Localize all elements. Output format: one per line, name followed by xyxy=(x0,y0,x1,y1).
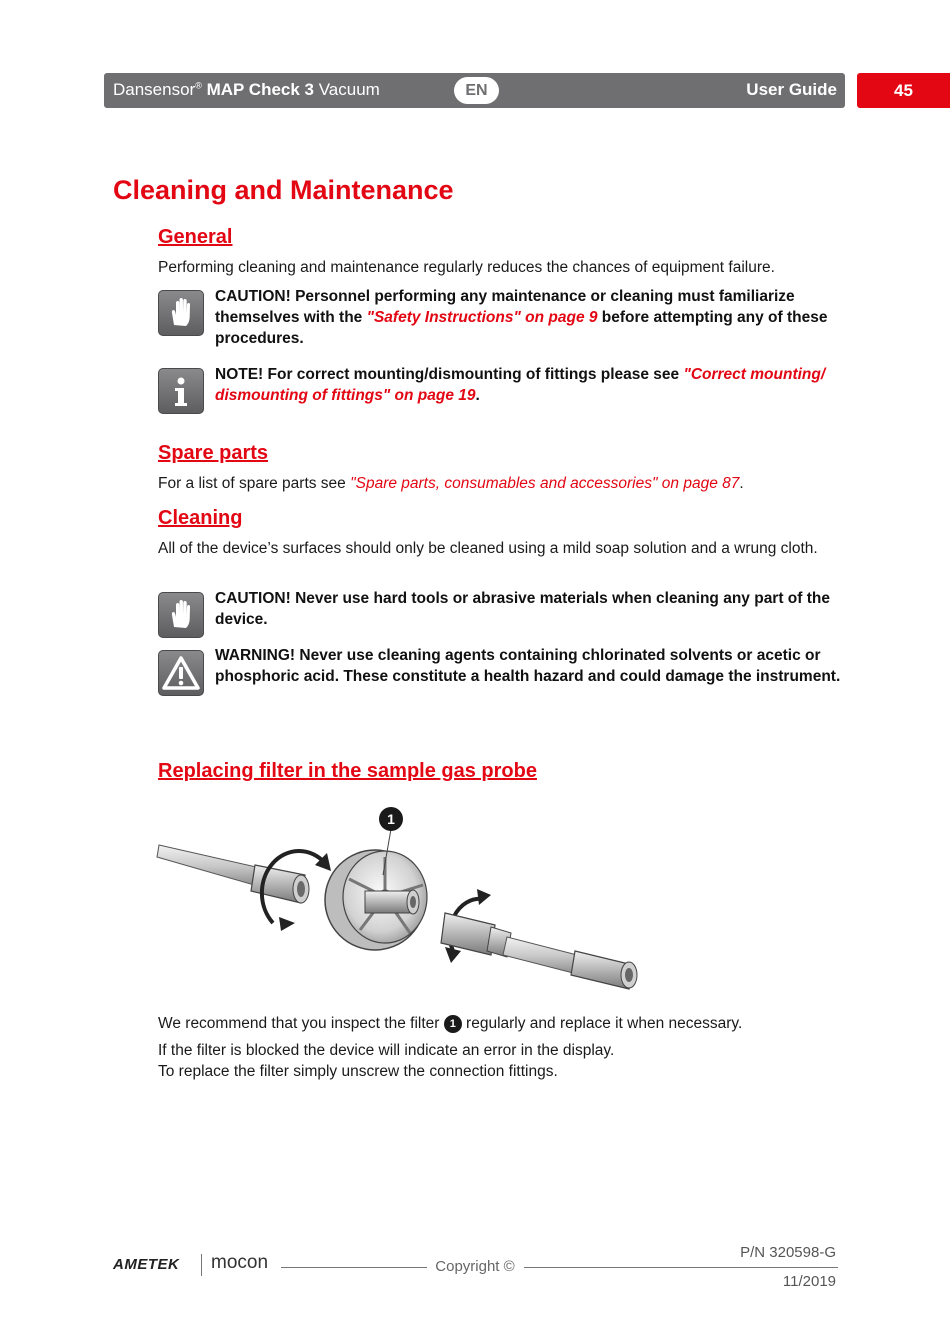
mocon-logo: mocon xyxy=(211,1252,269,1273)
section-heading-general: General xyxy=(158,226,233,248)
product-name: Dansensor® MAP Check 3 Vacuum xyxy=(113,80,380,99)
filter-text-3: To replace the filter simply unscrew the connection fittings. xyxy=(158,1063,558,1080)
spare-parts-text: For a list of spare parts see "Spare parts, consumables and accessories" on page 87. xyxy=(158,475,744,492)
page-number: 45 xyxy=(857,73,950,108)
ametek-logo: AMETEK xyxy=(113,1256,180,1273)
section-heading-cleaning: Cleaning xyxy=(158,507,243,529)
warning-chemicals: WARNING! Never use cleaning agents containing chlorinated solvents or acetic or phosphoric acid. These constitute a health hazard and could damage the instrument. xyxy=(215,647,841,685)
filter-text-2: If the filter is blocked the device will indicate an error in the display. xyxy=(158,1042,615,1059)
caution-hard-tools: CAUTION! Never use hard tools or abrasive materials when cleaning any part of the device. xyxy=(215,590,830,628)
footer-rule-left xyxy=(281,1267,427,1268)
section-heading-filter: Replacing filter in the sample gas probe xyxy=(158,760,537,782)
language-badge: EN xyxy=(454,77,499,104)
link-spare-parts[interactable]: "Spare parts, consumables and accessories" on page 87 xyxy=(350,475,740,492)
hand-stop-icon xyxy=(158,592,204,638)
link-correct-mounting[interactable]: "Correct mounting/ dismounting of fittings" on page 19 xyxy=(215,366,826,404)
link-safety-instructions[interactable]: "Safety Instructions" on page 9 xyxy=(366,309,598,326)
part-number: P/N 320598-G xyxy=(740,1244,836,1261)
logo-divider xyxy=(201,1254,202,1276)
cleaning-text: All of the device’s surfaces should only be cleaned using a mild soap solution and a wrung cloth. xyxy=(158,540,818,557)
footer-rule-right xyxy=(524,1267,838,1268)
caution-maintenance: CAUTION! Personnel performing any maintenance or cleaning must familiarize themselves with the "Safety Instructions" on page 9 before attempting any of these procedures. xyxy=(215,288,828,347)
note-fittings: NOTE! For correct mounting/dismounting of fittings please see "Correct mounting/ dismounting of fittings" on page 19. xyxy=(215,366,826,404)
callout-marker: 1 xyxy=(444,1015,462,1033)
revision-date: 11/2019 xyxy=(782,1273,836,1290)
doc-type: User Guide xyxy=(746,80,837,99)
callout-1: 1 xyxy=(387,811,395,827)
section-heading-spare-parts: Spare parts xyxy=(158,442,269,464)
general-text: Performing cleaning and maintenance regularly reduces the chances of equipment failure. xyxy=(158,259,775,276)
info-icon xyxy=(158,368,204,414)
filter-probe-illustration xyxy=(155,805,645,995)
page-title: Cleaning and Maintenance xyxy=(113,175,454,205)
hand-stop-icon xyxy=(158,290,204,336)
warning-icon xyxy=(158,650,204,696)
filter-text-1: We recommend that you inspect the filter 1 regularly and replace it when necessary. xyxy=(158,1015,743,1032)
copyright: Copyright © xyxy=(435,1258,515,1275)
